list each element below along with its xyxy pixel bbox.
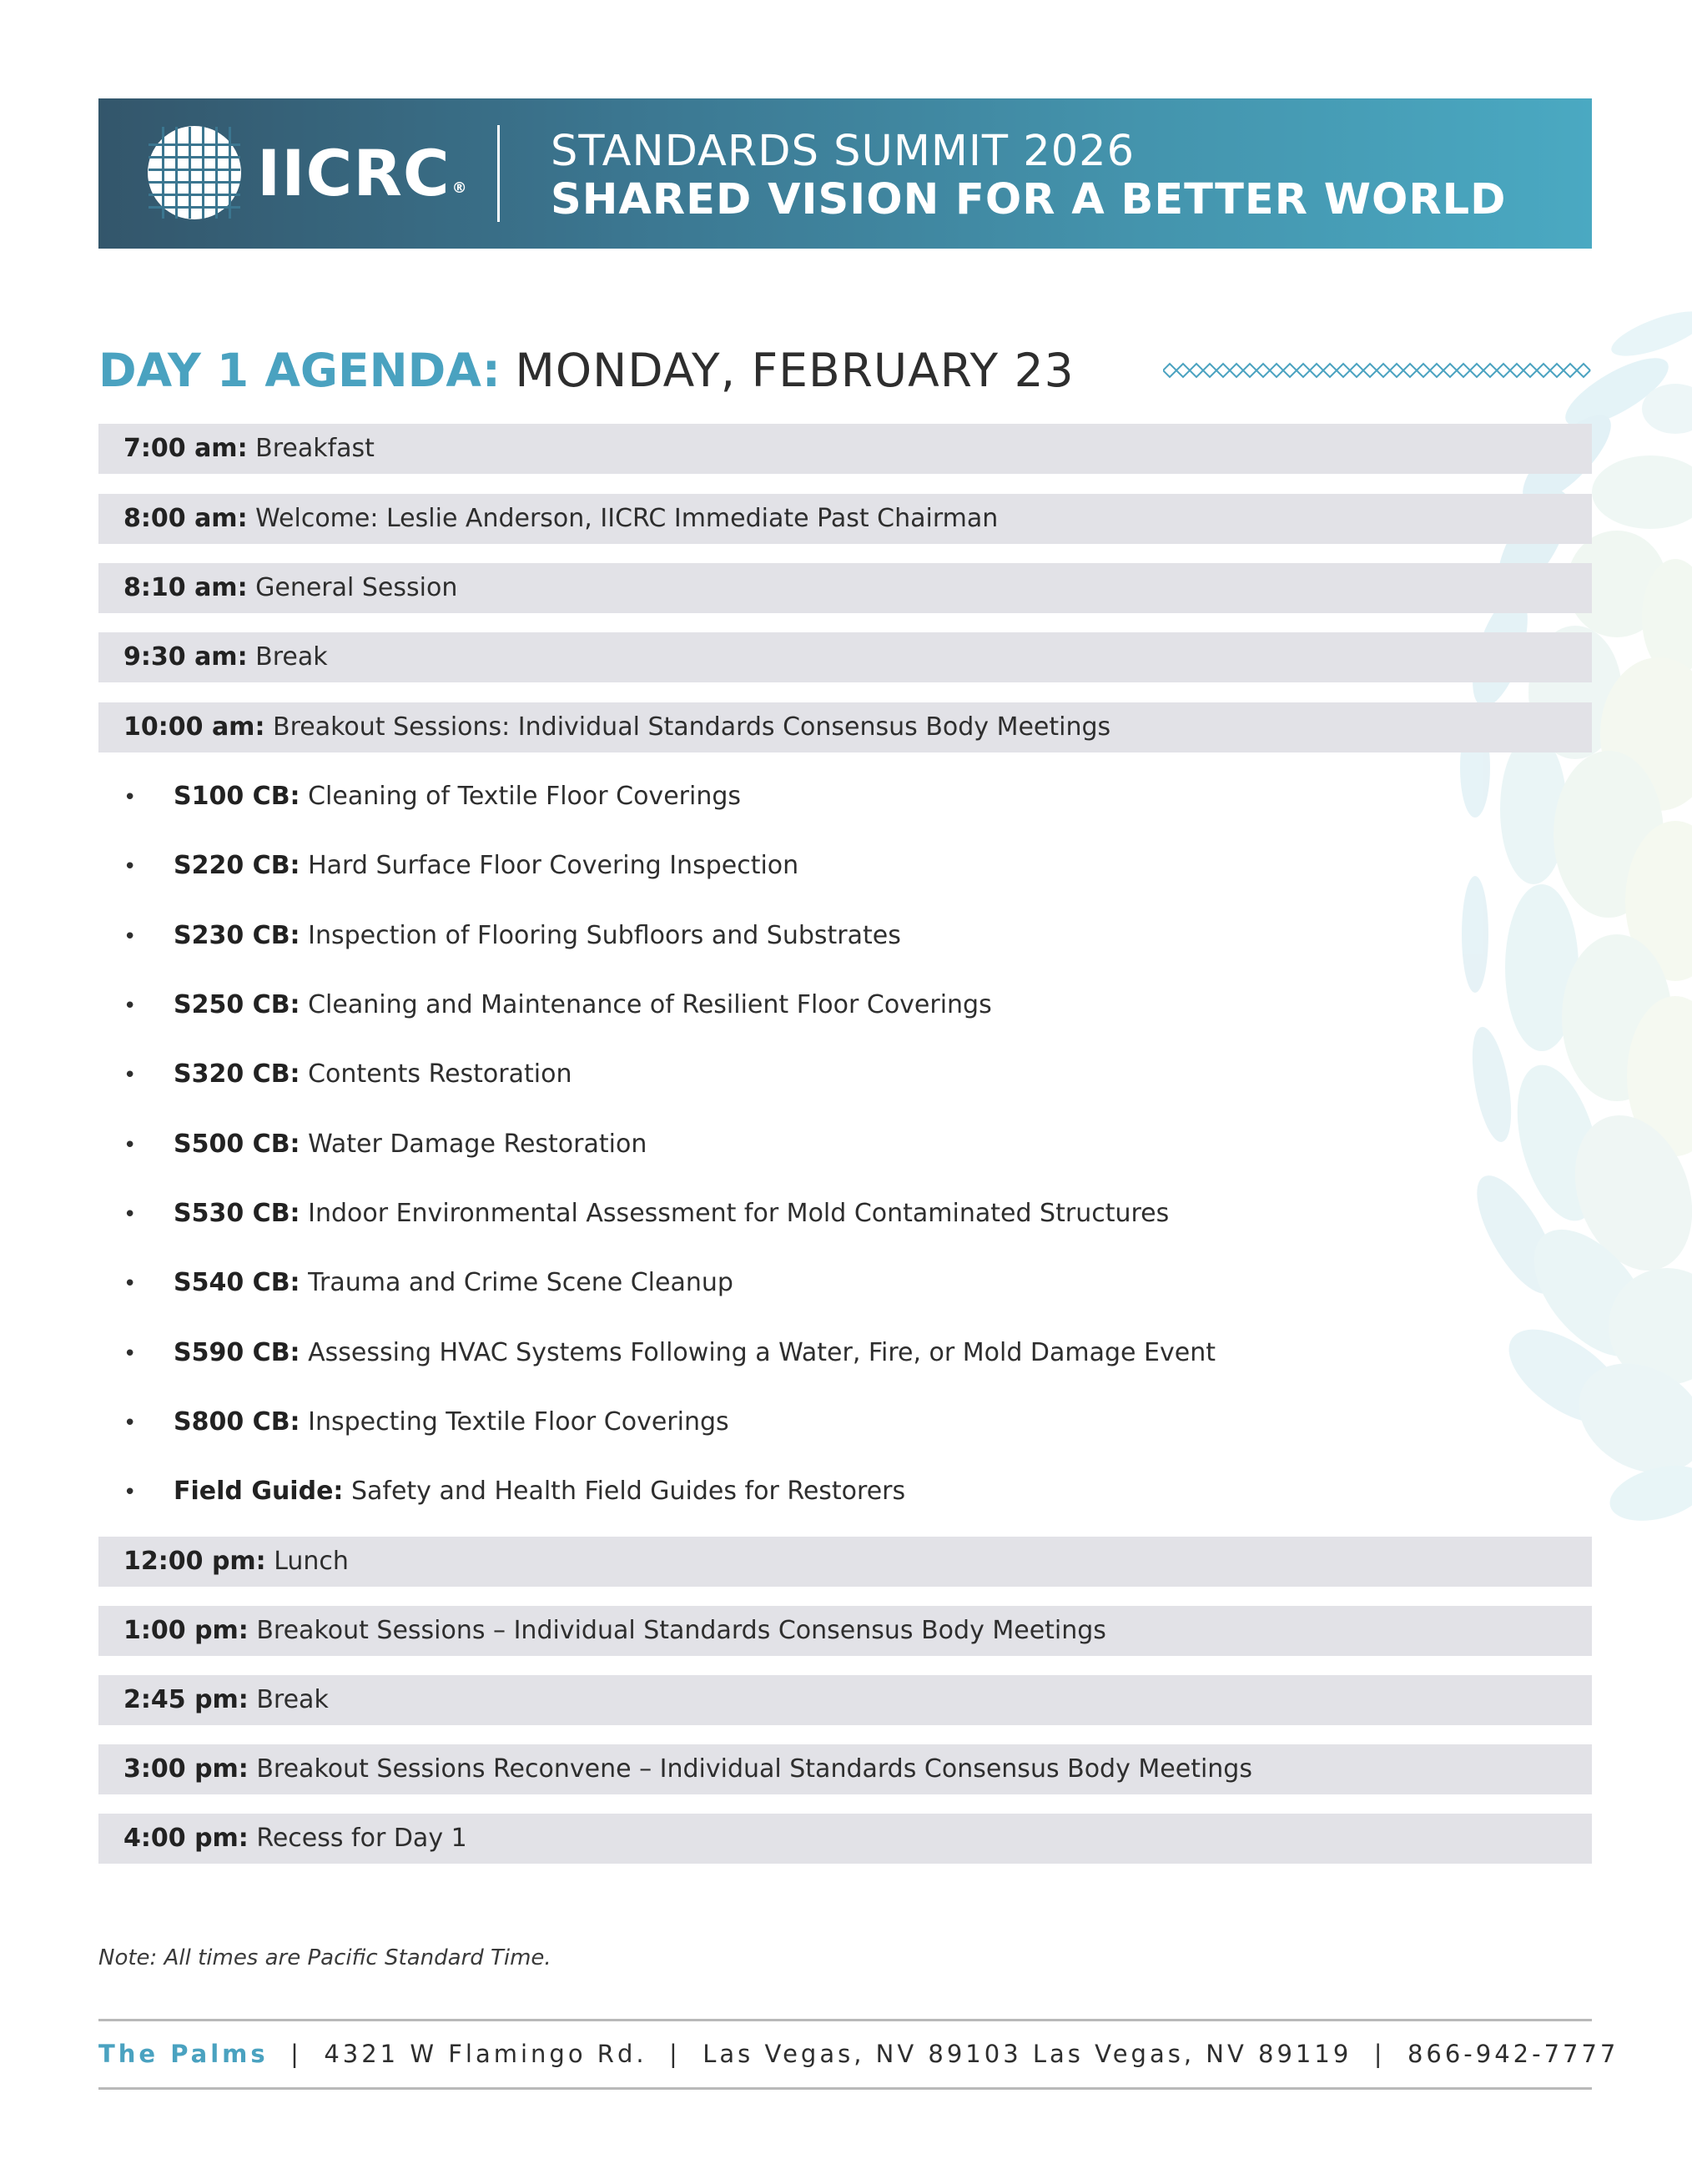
agenda-text: Breakfast — [255, 434, 375, 463]
agenda-time: 2:45 pm: — [123, 1685, 249, 1714]
list-item: • S100 CB: Cleaning of Textile Floor Coverings — [123, 782, 742, 811]
footer-rule-bottom — [98, 2087, 1592, 2090]
session-title: Assessing HVAC Systems Following a Water, Fire, or Mold Damage Event — [308, 1338, 1216, 1367]
footer-separator: | — [290, 2040, 302, 2068]
agenda-row — [98, 1537, 1592, 1587]
list-item: • S590 CB: Assessing HVAC Systems Following a Water, Fire, or Mold Damage Event — [123, 1338, 1216, 1367]
agenda-text: Welcome: Leslie Anderson, IICRC Immediate Past Chairman — [255, 504, 999, 533]
agenda-text: Break — [256, 1685, 329, 1714]
list-item: • S800 CB: Inspecting Textile Floor Coverings — [123, 1407, 729, 1437]
session-title: Cleaning of Textile Floor Coverings — [308, 782, 742, 811]
agenda-time: 7:00 am: — [123, 434, 248, 463]
timezone-note: Note: All times are Pacific Standard Time. — [98, 1945, 551, 1970]
agenda-text: Breakout Sessions Reconvene – Individual Standards Consensus Body Meetings — [256, 1754, 1252, 1784]
agenda-text: Recess for Day 1 — [256, 1824, 467, 1853]
session-code: S100 CB: — [174, 782, 300, 811]
venue-phone: 866-942-7777 — [1407, 2040, 1619, 2068]
venue-city: Las Vegas, NV 89103 Las Vegas, NV 89119 — [702, 2040, 1352, 2068]
logo-wordmark: IICRC ® — [257, 136, 468, 210]
list-item: • S220 CB: Hard Surface Floor Covering Inspection — [123, 851, 799, 880]
agenda-time: 4:00 pm: — [123, 1824, 249, 1853]
agenda-time: 8:10 am: — [123, 573, 248, 602]
agenda-row — [98, 1744, 1592, 1794]
agenda-row — [98, 494, 1592, 544]
agenda-time: 10:00 am: — [123, 712, 265, 742]
agenda-text: Breakout Sessions – Individual Standards Consensus Body Meetings — [256, 1616, 1106, 1645]
list-item: • S320 CB: Contents Restoration — [123, 1059, 572, 1089]
agenda-row — [98, 563, 1592, 613]
session-title: Safety and Health Field Guides for Restorers — [350, 1477, 906, 1506]
agenda-time: 1:00 pm: — [123, 1616, 249, 1645]
session-title: Trauma and Crime Scene Cleanup — [308, 1268, 733, 1297]
agenda-time: 12:00 pm: — [123, 1547, 266, 1576]
agenda-text: General Session — [255, 573, 458, 602]
session-code: S530 CB: — [174, 1199, 300, 1228]
footer-separator: | — [669, 2040, 681, 2068]
list-item: • S500 CB: Water Damage Restoration — [123, 1130, 647, 1159]
agenda-row — [98, 1675, 1592, 1725]
footer — [98, 2029, 1619, 2079]
agenda-text: Breakout Sessions: Individual Standards Consensus Body Meetings — [273, 712, 1111, 742]
list-item: • S530 CB: Indoor Environmental Assessment for Mold Contaminated Structures — [123, 1199, 1170, 1228]
venue-address: 4321 W Flamingo Rd. — [324, 2040, 647, 2068]
session-code: S500 CB: — [174, 1130, 300, 1159]
zigzag-ornament — [1163, 360, 1592, 380]
session-title: Inspection of Flooring Subfloors and Substrates — [308, 921, 901, 950]
footer-separator: | — [1373, 2040, 1386, 2068]
session-code: S590 CB: — [174, 1338, 300, 1367]
agenda-time: 8:00 am: — [123, 504, 248, 533]
session-code: S320 CB: — [174, 1059, 300, 1089]
session-title: Cleaning and Maintenance of Resilient Floor Coverings — [308, 990, 992, 1019]
session-title: Inspecting Textile Floor Coverings — [308, 1407, 729, 1437]
agenda-row — [98, 424, 1592, 474]
session-title: Water Damage Restoration — [308, 1130, 647, 1159]
session-title: Hard Surface Floor Covering Inspection — [308, 851, 799, 880]
header-banner — [98, 98, 1592, 249]
day-heading — [98, 339, 1075, 402]
agenda-row — [98, 1814, 1592, 1864]
session-title: Contents Restoration — [308, 1059, 572, 1089]
agenda-time: 9:30 am: — [123, 642, 248, 672]
agenda-text: Break — [255, 642, 328, 672]
session-code: Field Guide: — [174, 1477, 344, 1506]
session-code: S540 CB: — [174, 1268, 300, 1297]
list-item: • S230 CB: Inspection of Flooring Subfloors and Substrates — [123, 921, 901, 950]
list-item: • S250 CB: Cleaning and Maintenance of Resilient Floor Coverings — [123, 990, 992, 1019]
session-code: S230 CB: — [174, 921, 300, 950]
session-code: S220 CB: — [174, 851, 300, 880]
venue-name: The Palms — [98, 2040, 269, 2068]
day-label: DAY 1 AGENDA: — [98, 344, 501, 397]
decorative-dot-pattern — [1225, 300, 1692, 1552]
session-code: S250 CB: — [174, 990, 300, 1019]
session-code: S800 CB: — [174, 1407, 300, 1437]
agenda-row — [98, 1606, 1592, 1656]
agenda-time: 3:00 pm: — [123, 1754, 249, 1784]
agenda-row — [98, 632, 1592, 682]
day-date: MONDAY, FEBRUARY 23 — [515, 344, 1075, 397]
globe-logo-icon — [147, 125, 242, 220]
event-tagline: SHARED VISION FOR A BETTER WORLD — [551, 175, 1507, 224]
agenda-text: Lunch — [274, 1547, 349, 1576]
banner-divider — [497, 125, 500, 222]
footer-rule-top — [98, 2019, 1592, 2021]
session-title: Indoor Environmental Assessment for Mold Contaminated Structures — [308, 1199, 1170, 1228]
agenda-row — [98, 702, 1592, 752]
list-item: • Field Guide: Safety and Health Field Guides for Restorers — [123, 1477, 906, 1506]
event-title: STANDARDS SUMMIT 2026 — [551, 127, 1136, 176]
list-item: • S540 CB: Trauma and Crime Scene Cleanup — [123, 1268, 733, 1297]
